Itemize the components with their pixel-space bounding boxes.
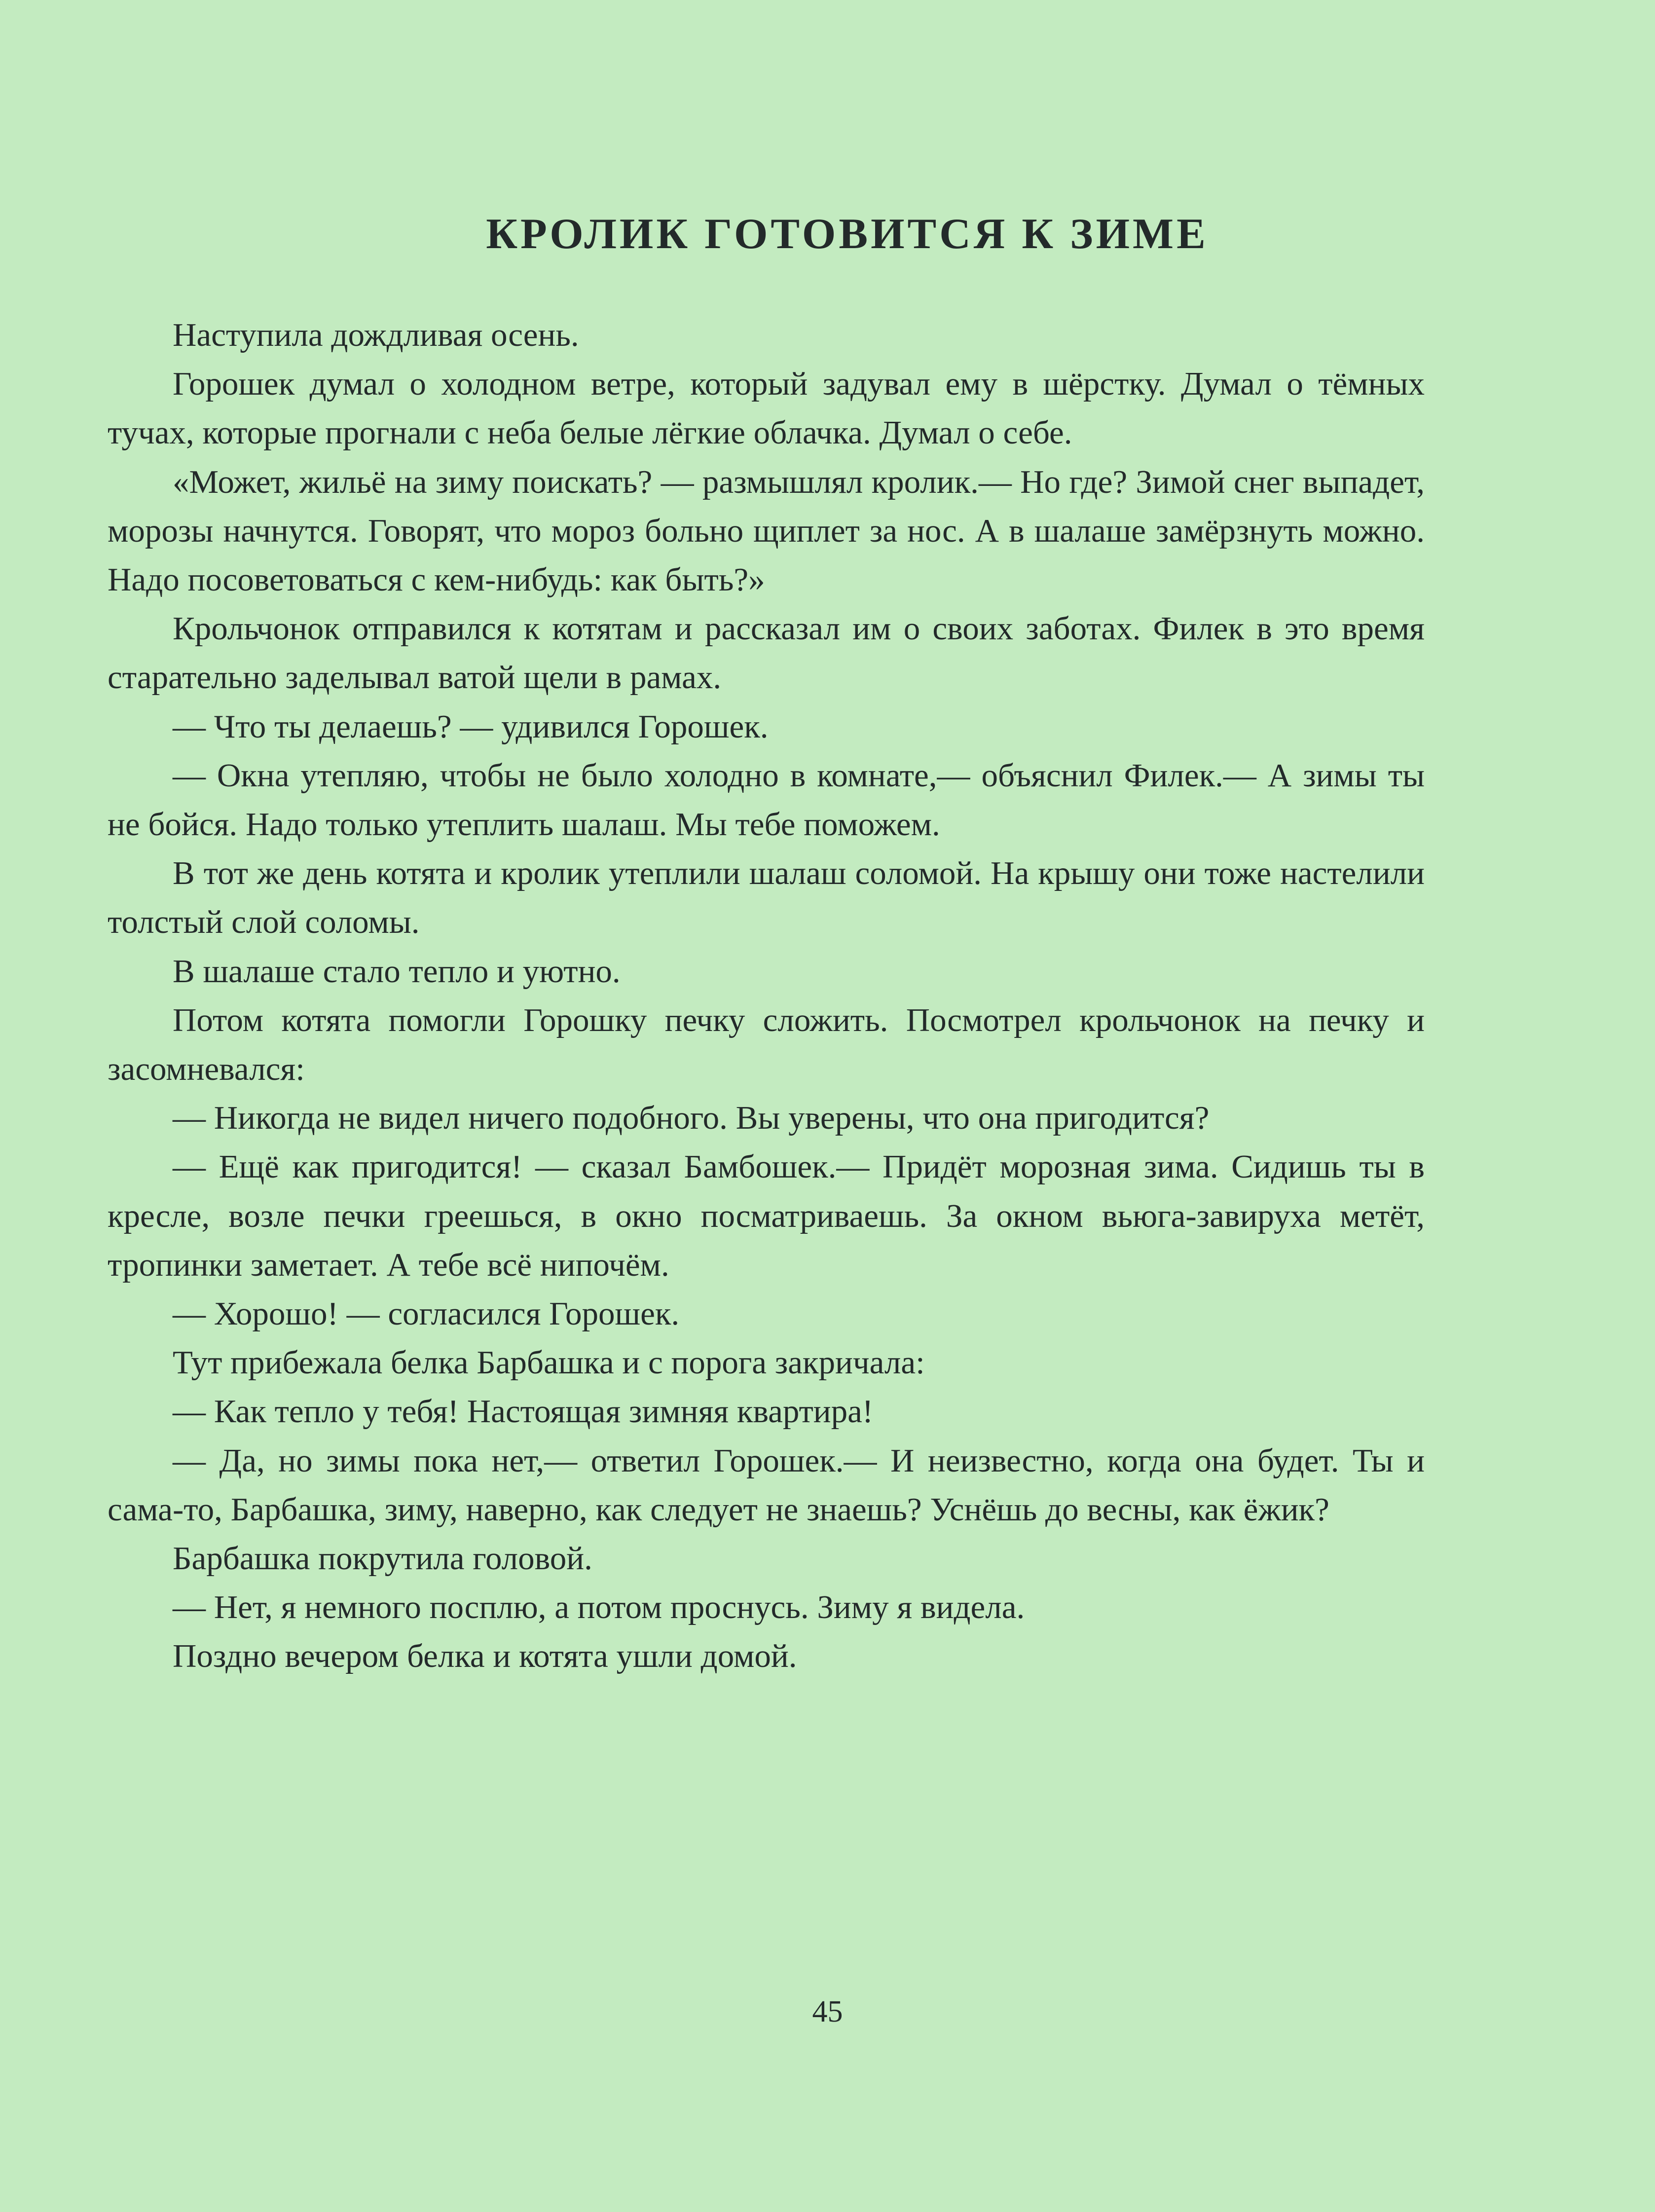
page-number: 45 <box>812 1995 843 2028</box>
paragraph: — Нет, я немного посплю, а потом проснусь. Зиму я видела. <box>173 1589 1025 1626</box>
chapter-title: КРОЛИК ГОТОВИТСЯ К ЗИМЕ <box>486 210 1209 258</box>
paragraph: Тут прибежала белка Барбашка и с порога закричала: <box>173 1344 925 1381</box>
paragraph: — Хорошо! — согласился Горошек. <box>173 1295 680 1332</box>
body-text <box>108 311 1425 1681</box>
paragraph: — Да, но зимы пока нет,— ответил Горошек.— И неизвестно, когда она будет. Ты и сама-то, Барбашка, зиму, наверно, как следует не знаешь? Уснёшь до весны, как ёжик? <box>108 1442 1425 1528</box>
paragraph: В тот же день котята и кролик утеплили шалаш соломой. На крышу они тоже настелили толстый слой соломы. <box>108 855 1425 941</box>
paragraph: — Ещё как пригодится! — сказал Бамбошек.— Придёт морозная зима. Сидишь ты в кресле, возле печки греешься, в окно посматриваешь. За окном вьюга-завируха метёт, тропинки заметает. А тебе всё нипочём. <box>108 1148 1425 1283</box>
paragraph: Потом котята помогли Горошку печку сложить. Посмотрел крольчонок на печку и засомневался: <box>108 1001 1425 1088</box>
paragraph: В шалаше стало тепло и уютно. <box>173 953 621 990</box>
paragraph: Барбашка покрутила головой. <box>173 1540 592 1577</box>
paragraph: Крольчонок отправился к котятам и рассказал им о своих заботах. Филек в это время старательно заделывал ватой щели в рамах. <box>108 610 1425 696</box>
paragraph: Поздно вечером белка и котята ушли домой. <box>173 1638 797 1675</box>
paragraph: Горошек думал о холодном ветре, который задувал ему в шёрстку. Думал о тёмных тучах, которые прогнали с неба белые лёгкие облачка. Думал о себе. <box>108 366 1425 451</box>
paragraph: Наступила дождливая осень. <box>173 317 579 353</box>
paragraph: — Как тепло у тебя! Настоящая зимняя квартира! <box>173 1393 874 1430</box>
paragraph: — Что ты делаешь? — удивился Горошек. <box>173 708 769 745</box>
paragraph: «Может, жильё на зиму поискать? — размышлял кролик.— Но где? Зимой снег выпадет, морозы начнутся. Говорят, что мороз больно щиплет за нос. А в шалаше замёрзнуть можно. Надо посоветоваться с кем-нибудь: как быть?» <box>108 463 1425 598</box>
paragraph: — Никогда не видел ничего подобного. Вы уверены, что она пригодится? <box>173 1100 1210 1137</box>
paragraph: — Окна утепляю, чтобы не было холодно в комнате,— объяснил Филек.— А зимы ты не бойся. Надо только утеплить шалаш. Мы тебе поможем. <box>108 757 1425 843</box>
